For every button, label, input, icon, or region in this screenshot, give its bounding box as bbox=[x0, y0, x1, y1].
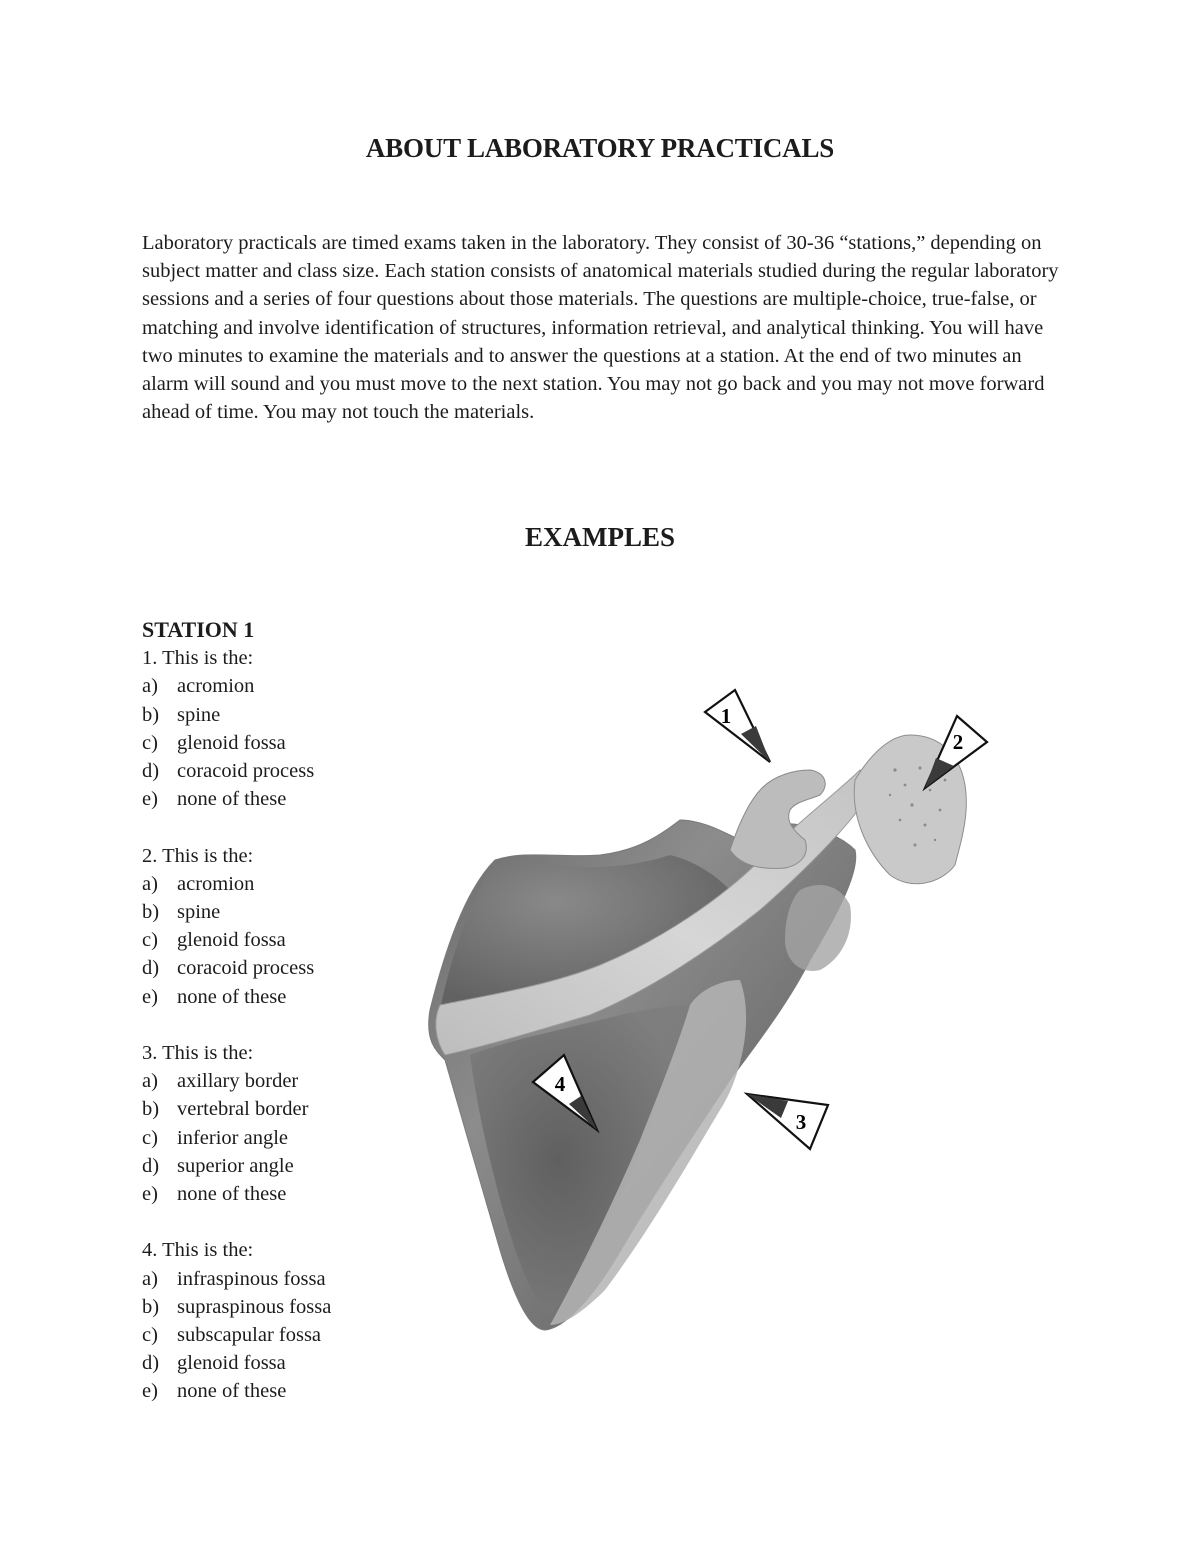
choice-list bbox=[142, 672, 442, 813]
choice-letter: c) bbox=[142, 929, 158, 952]
choice-letter: b) bbox=[142, 1098, 160, 1121]
choice-option[interactable] bbox=[142, 1349, 442, 1377]
choice-text: spine bbox=[177, 703, 221, 726]
choice-list bbox=[142, 1067, 442, 1208]
choice-text: none of these bbox=[177, 1380, 287, 1403]
choice-option[interactable] bbox=[142, 672, 442, 700]
choice-text: supraspinous fossa bbox=[177, 1295, 332, 1318]
choice-text: inferior angle bbox=[177, 1126, 288, 1149]
page-title: ABOUT LABORATORY PRACTICALS bbox=[365, 133, 835, 163]
choice-text: subscapular fossa bbox=[177, 1324, 322, 1347]
scapula-figure bbox=[400, 660, 1040, 1360]
station-title: STATION 1 bbox=[142, 617, 255, 642]
scapula-illustration bbox=[400, 660, 1040, 1360]
choice-letter: b) bbox=[142, 901, 160, 924]
examples-heading: EXAMPLES bbox=[524, 522, 676, 552]
choice-letter: c) bbox=[142, 1324, 158, 1347]
choice-text: acromion bbox=[177, 675, 255, 698]
choice-text: acromion bbox=[177, 872, 255, 895]
question-2 bbox=[142, 842, 442, 1011]
choice-letter: b) bbox=[142, 703, 160, 726]
choice-list bbox=[142, 1265, 442, 1406]
choice-text: vertebral border bbox=[177, 1098, 309, 1121]
marker-2-label: 2 bbox=[952, 730, 964, 754]
question-prompt: 4. This is the: bbox=[142, 1239, 254, 1262]
choice-letter: d) bbox=[142, 957, 160, 980]
choice-letter: d) bbox=[142, 760, 160, 783]
choice-text: spine bbox=[177, 901, 221, 924]
choice-option[interactable] bbox=[142, 983, 442, 1011]
choice-letter: d) bbox=[142, 1352, 160, 1375]
choice-option[interactable] bbox=[142, 870, 442, 898]
choice-letter: e) bbox=[142, 985, 158, 1008]
choice-text: glenoid fossa bbox=[177, 1352, 286, 1375]
marker-3 bbox=[747, 1094, 828, 1149]
choice-letter: e) bbox=[142, 1380, 158, 1403]
choice-option[interactable] bbox=[142, 954, 442, 982]
choice-letter: a) bbox=[142, 1267, 158, 1290]
choice-letter: a) bbox=[142, 1070, 158, 1093]
choice-letter: d) bbox=[142, 1154, 160, 1177]
choice-option[interactable] bbox=[142, 926, 442, 954]
choice-letter: a) bbox=[142, 872, 158, 895]
choice-text: axillary border bbox=[177, 1070, 299, 1093]
choice-letter: c) bbox=[142, 731, 158, 754]
question-prompt: 3. This is the: bbox=[142, 1042, 254, 1065]
choice-letter: e) bbox=[142, 788, 158, 811]
choice-list bbox=[142, 870, 442, 1011]
choice-option[interactable] bbox=[142, 1265, 442, 1293]
choice-option[interactable] bbox=[142, 1067, 442, 1095]
intro-paragraph: Laboratory practicals are timed exams taken in the laboratory. They consist of 30-36 “stations,” depending on subject matter and class size. Each station consists of anatomical materials studied during the regular laboratory sessions and a series of four questions about those materials. The questions are multiple-choice, true-false, or matching and involve identification of structures, information retrieval, and analytical thinking. You will have two minutes to examine the materials and to answer the questions at a station. At the end of two minutes an alarm will sound and you must move to the next station. You may not go back and you may not move forward ahead of time. You may not touch the materials. bbox=[142, 232, 1059, 424]
choice-option[interactable] bbox=[142, 757, 442, 785]
marker-3-label: 3 bbox=[795, 1110, 807, 1134]
glenoid-region bbox=[785, 885, 851, 971]
choice-text: glenoid fossa bbox=[177, 929, 286, 952]
question-1 bbox=[142, 644, 442, 813]
choice-text: superior angle bbox=[177, 1154, 294, 1177]
choice-option[interactable] bbox=[142, 1180, 442, 1208]
question-prompt: 2. This is the: bbox=[142, 844, 254, 867]
choice-text: coracoid process bbox=[177, 760, 315, 783]
choice-text: infraspinous fossa bbox=[177, 1267, 326, 1290]
choice-text: none of these bbox=[177, 1183, 287, 1206]
choice-option[interactable] bbox=[142, 1095, 442, 1123]
choice-text: glenoid fossa bbox=[177, 731, 286, 754]
choice-option[interactable] bbox=[142, 1152, 442, 1180]
choice-text: coracoid process bbox=[177, 957, 315, 980]
question-3 bbox=[142, 1039, 442, 1208]
choice-option[interactable] bbox=[142, 701, 442, 729]
choice-option[interactable] bbox=[142, 785, 442, 813]
choice-letter: e) bbox=[142, 1183, 158, 1206]
choice-text: none of these bbox=[177, 788, 287, 811]
marker-4-label: 4 bbox=[554, 1072, 566, 1096]
station-1 bbox=[142, 616, 442, 1434]
marker-1-label: 1 bbox=[720, 704, 732, 728]
question-prompt: 1. This is the: bbox=[142, 647, 254, 670]
choice-option[interactable] bbox=[142, 1124, 442, 1152]
choice-text: none of these bbox=[177, 985, 287, 1008]
marker-1 bbox=[705, 690, 770, 762]
choice-letter: b) bbox=[142, 1295, 160, 1318]
question-4 bbox=[142, 1236, 442, 1405]
choice-option[interactable] bbox=[142, 729, 442, 757]
choice-option[interactable] bbox=[142, 1293, 442, 1321]
choice-option[interactable] bbox=[142, 1321, 442, 1349]
choice-letter: a) bbox=[142, 675, 158, 698]
choice-option[interactable] bbox=[142, 898, 442, 926]
choice-letter: c) bbox=[142, 1126, 158, 1149]
choice-option[interactable] bbox=[142, 1377, 442, 1405]
